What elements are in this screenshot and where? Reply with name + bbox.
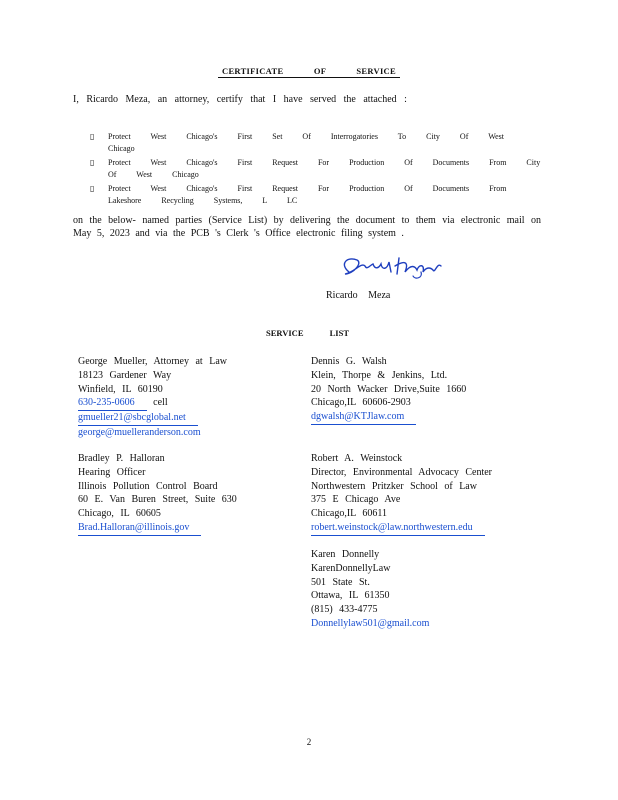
document-item xyxy=(90,183,550,206)
contact-title: Director, Environmental Advocacy Center xyxy=(311,466,492,478)
contact-card-weinstock xyxy=(311,452,492,536)
contact-name: Robert A. Weinstock xyxy=(311,453,403,464)
contact-organization: Illinois Pollution Control Board xyxy=(78,480,218,492)
contact-address-line2: Winfield, IL 60190 xyxy=(78,383,163,395)
email-link[interactable]: Donnellylaw501@gmail.com xyxy=(311,617,430,629)
document-item xyxy=(90,131,550,154)
contact-name: Bradley P. Halloran xyxy=(78,453,165,464)
phone-suffix: cell xyxy=(153,397,168,409)
document-title: Protect West Chicago's First Set Of Interrogatories To City Of West Chicago xyxy=(108,132,505,153)
certificate-title-text: CERTIFICATE OF SERVICE xyxy=(218,66,400,78)
email-link[interactable]: george@muelleranderson.com xyxy=(78,426,201,438)
email-link[interactable]: robert.weinstock@law.northwestern.edu xyxy=(311,521,485,536)
contact-address-line2: Ottawa, IL 61350 xyxy=(311,590,390,602)
contact-card-walsh xyxy=(311,355,466,425)
service-method-paragraph: on the below- named parties (Service List) by delivering the document to them via electronic mail on May 5, 2023 and via the PCB 's Clerk 's Office electronic filing system . xyxy=(73,215,541,239)
contact-title: Hearing Officer xyxy=(78,466,146,478)
signature-icon xyxy=(335,252,445,282)
contact-address-line2: Chicago,IL 60611 xyxy=(311,508,388,520)
phone-link[interactable]: 630-235-0606 xyxy=(78,396,147,411)
contact-card-donnelly xyxy=(311,548,429,631)
bullet-icon: ▯ xyxy=(90,184,95,193)
document-title: Protect West Chicago's First Request For Production Of Documents From City Of West Chicago xyxy=(108,158,541,179)
certificate-title xyxy=(0,66,618,76)
contact-address-line2: Chicago,IL 60606-2903 xyxy=(311,397,411,409)
contact-firm: Klein, Thorpe & Jenkins, Ltd. xyxy=(311,369,448,381)
contact-name: Dennis G. Walsh xyxy=(311,356,387,367)
contact-firm: KarenDonnellyLaw xyxy=(311,562,391,574)
signer-name: Ricardo Meza xyxy=(326,290,391,301)
bullet-icon: ▯ xyxy=(90,132,95,141)
email-link[interactable]: Brad.Halloran@illinois.gov xyxy=(78,521,201,536)
email-link[interactable]: dgwalsh@KTJlaw.com xyxy=(311,410,416,425)
contact-phone: (815) 433-4775 xyxy=(311,604,378,616)
contact-organization: Northwestern Pritzker School of Law xyxy=(311,480,477,492)
document-title: Protect West Chicago's First Request For Production Of Documents From Lakeshore Recycling Systems, L LC xyxy=(108,184,507,205)
contact-phone-row xyxy=(78,396,227,411)
contact-address-line1: 501 State St. xyxy=(311,576,370,588)
contact-card-mueller xyxy=(78,355,227,440)
service-list-title: SERVICE LIST xyxy=(266,328,349,338)
document-item xyxy=(90,157,550,180)
contact-name: George Mueller, Attorney at Law xyxy=(78,356,227,367)
contact-address-line1: 20 North Wacker Drive,Suite 1660 xyxy=(311,383,467,395)
contact-address-line1: 60 E. Van Buren Street, Suite 630 xyxy=(78,494,237,506)
contact-card-halloran xyxy=(78,452,237,536)
page-number: 2 xyxy=(306,737,312,747)
certification-statement: I, Ricardo Meza, an attorney, certify that I have served the attached : xyxy=(73,94,407,105)
contact-address-line1: 375 E Chicago Ave xyxy=(311,494,401,506)
handwritten-signature xyxy=(335,252,445,287)
bullet-icon: ▯ xyxy=(90,158,95,167)
document-list xyxy=(90,131,550,209)
contact-address-line2: Chicago, IL 60605 xyxy=(78,508,161,520)
contact-name: Karen Donnelly xyxy=(311,549,380,560)
email-link[interactable]: gmueller21@sbcglobal.net xyxy=(78,411,198,426)
contact-address-line1: 18123 Gardener Way xyxy=(78,369,172,381)
